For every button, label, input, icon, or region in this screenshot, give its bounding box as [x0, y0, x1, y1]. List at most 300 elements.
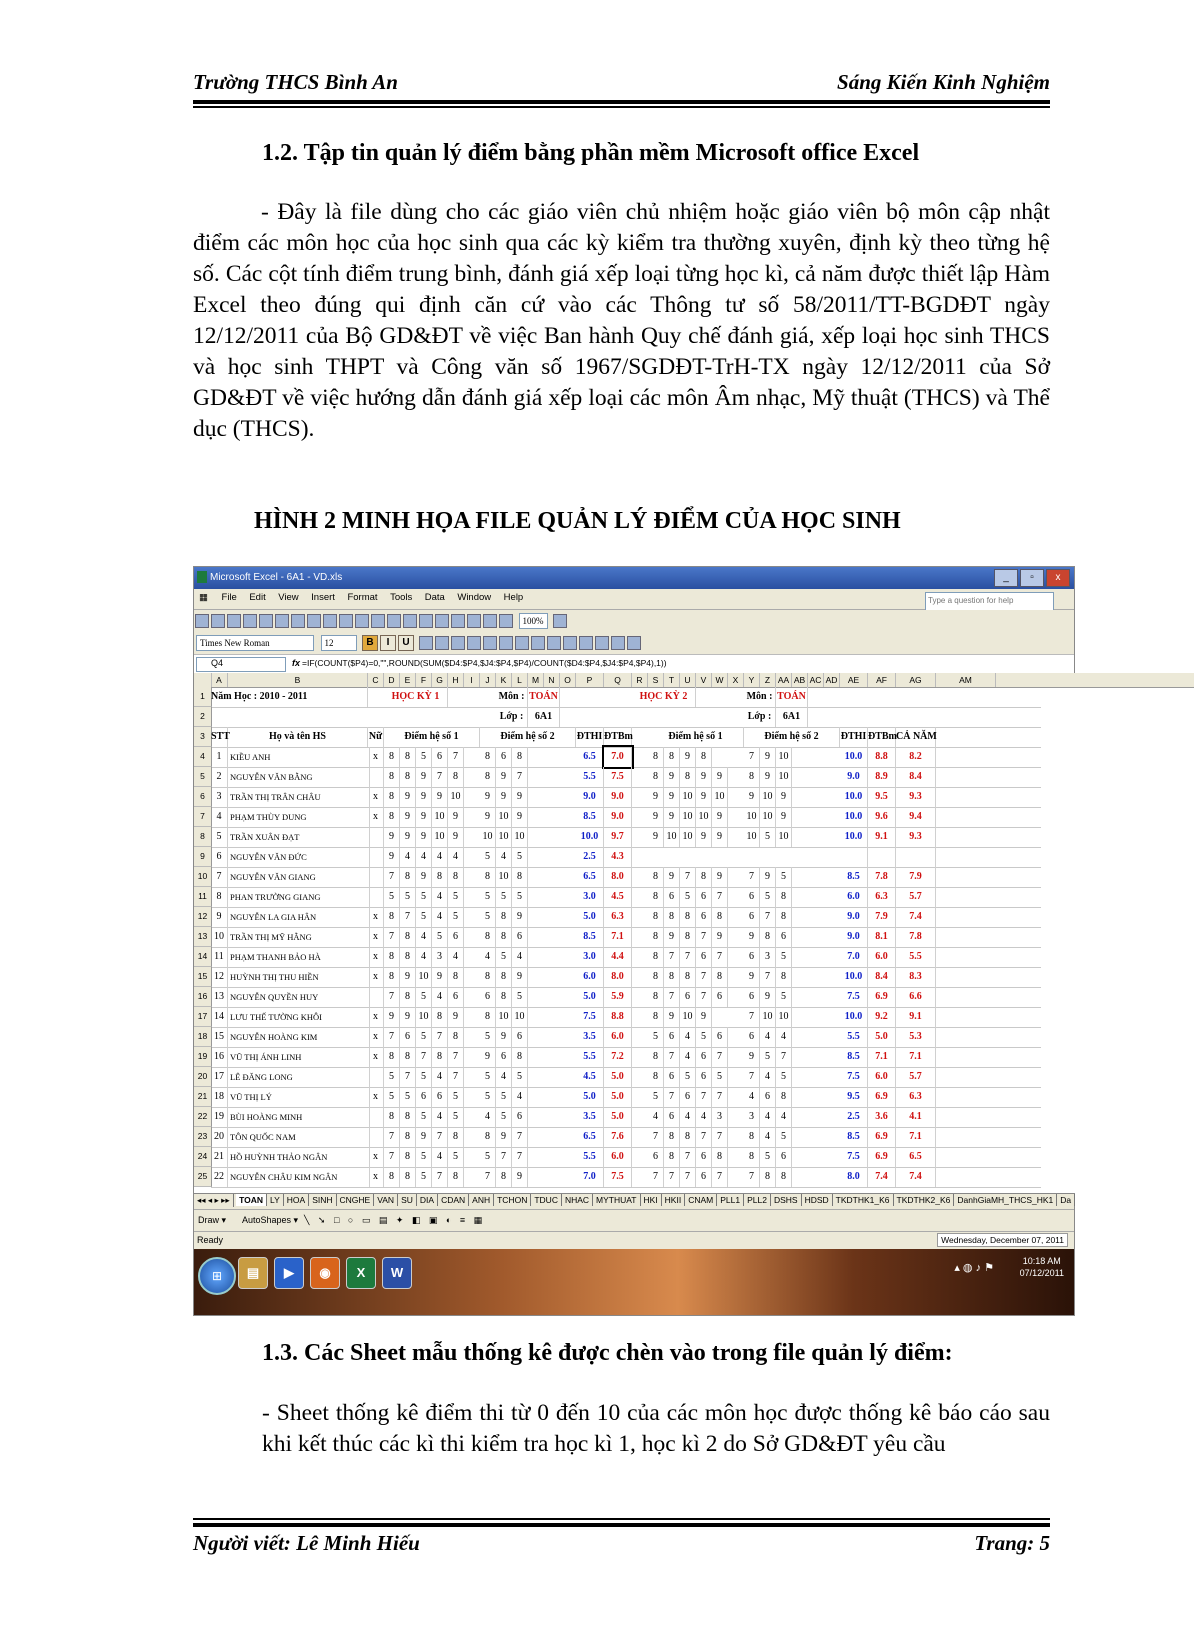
cell-coef1-hk2[interactable]: 8	[680, 767, 696, 787]
cell-coef1-hk2[interactable]: 9	[712, 867, 728, 887]
cell-coef2-hk1[interactable]: 10	[480, 827, 496, 847]
cell-coef1-hk1[interactable]: 5	[384, 887, 400, 907]
menu-format[interactable]: Format	[347, 592, 378, 603]
column-header-b[interactable]: B	[228, 673, 368, 687]
cell-coef1-hk1[interactable]: 8	[400, 867, 416, 887]
cell-coef1-hk1[interactable]: 8	[448, 967, 464, 987]
cell-avg-hk2[interactable]: 6.9	[868, 1087, 896, 1107]
cell-coef2-hk1[interactable]: 9	[512, 807, 528, 827]
cell-coef1-hk2[interactable]: 3	[712, 1107, 728, 1127]
row-header-13[interactable]: 13	[194, 927, 212, 947]
cell-exam-hk1[interactable]: 6.5	[576, 747, 604, 767]
cell-coef1-hk1[interactable]: 4	[448, 847, 464, 867]
column-header-f[interactable]: F	[416, 673, 432, 687]
column-header-e[interactable]: E	[400, 673, 416, 687]
cell-exam-hk1[interactable]: 10.0	[576, 827, 604, 847]
cell-exam-hk2[interactable]: 9.0	[840, 927, 868, 947]
cell-avg-hk2[interactable]: 6.0	[868, 1067, 896, 1087]
cell-coef1-hk1[interactable]: 7	[400, 907, 416, 927]
menu-file[interactable]: File	[221, 592, 237, 603]
row-header-4[interactable]: 4	[194, 747, 212, 767]
cell-coef1-hk1[interactable]: 9	[384, 827, 400, 847]
cell-coef1-hk1[interactable]: 6	[448, 927, 464, 947]
cell-coef1-hk1[interactable]: 10	[448, 787, 464, 807]
cell-coef2-hk2[interactable]: 10	[760, 787, 776, 807]
column-header-r[interactable]: R	[632, 673, 648, 687]
cell-coef1-hk1[interactable]: 8	[400, 767, 416, 787]
cell-coef1-hk2[interactable]: 4	[648, 1107, 664, 1127]
cell-coef1-hk2[interactable]: 7	[664, 947, 680, 967]
cell-avg-hk1[interactable]: 4.4	[604, 947, 632, 967]
semester-2-label[interactable]: HỌC KỲ 2	[632, 687, 696, 707]
cell-coef2-hk1[interactable]: 7	[512, 1127, 528, 1147]
cell-coef1-hk1[interactable]: 9	[432, 787, 448, 807]
cell-coef1-hk1[interactable]: 4	[416, 847, 432, 867]
cell-avg-hk1[interactable]: 5.0	[604, 1087, 632, 1107]
column-header-ag[interactable]: AG	[896, 673, 936, 687]
row-header-11[interactable]: 11	[194, 887, 212, 907]
cell-avg-hk1[interactable]: 9.7	[604, 827, 632, 847]
cell-stt[interactable]: 8	[211, 887, 228, 907]
cell-exam-hk1[interactable]: 8.5	[576, 807, 604, 827]
cell-year-avg[interactable]: 9.3	[896, 827, 936, 847]
row-header-22[interactable]: 22	[194, 1107, 212, 1127]
underline-button[interactable]: U	[398, 635, 414, 651]
cell-coef1-hk2[interactable]: 8	[680, 967, 696, 987]
cell-stt[interactable]: 4	[211, 807, 228, 827]
cell-coef2-hk1[interactable]: 8	[496, 907, 512, 927]
cell-year-avg[interactable]: 8.3	[896, 967, 936, 987]
cell-coef2-hk1[interactable]: 9	[496, 787, 512, 807]
autoshapes-menu[interactable]: AutoShapes ▾	[242, 1215, 299, 1225]
cell-coef2-hk2[interactable]: 10	[760, 807, 776, 827]
cell-coef1-hk1[interactable]: 5	[416, 747, 432, 767]
cell-coef1-hk2[interactable]: 10	[680, 787, 696, 807]
cell-coef1-hk2[interactable]: 9	[664, 867, 680, 887]
cell-coef1-hk2[interactable]: 8	[648, 947, 664, 967]
cell-coef2-hk2[interactable]: 8	[744, 767, 760, 787]
header-coef1-hk2[interactable]: Điểm hệ số 1	[648, 727, 744, 747]
cell-coef2-hk1[interactable]: 9	[512, 907, 528, 927]
cell-avg-hk1[interactable]: 9.0	[604, 787, 632, 807]
cell-coef1-hk1[interactable]: 7	[384, 1027, 400, 1047]
cell-stt[interactable]: 14	[211, 1007, 228, 1027]
row-header-8[interactable]: 8	[194, 827, 212, 847]
cell-coef1-hk1[interactable]: 5	[400, 887, 416, 907]
column-header-q[interactable]: Q	[604, 673, 632, 687]
row-header-25[interactable]: 25	[194, 1167, 212, 1187]
cell-year-avg[interactable]: 5.7	[896, 887, 936, 907]
align-center-icon[interactable]	[435, 636, 449, 650]
cell-student-name[interactable]: LƯU THẾ TƯỜNG KHÔI	[228, 1007, 370, 1027]
cell-coef1-hk1[interactable]: 5	[384, 1087, 400, 1107]
cell-coef1-hk2[interactable]: 8	[664, 907, 680, 927]
subject-label-2[interactable]: Môn :	[744, 687, 776, 707]
menu-help[interactable]: Help	[503, 592, 524, 603]
cell-coef2-hk2[interactable]: 7	[744, 747, 760, 767]
column-header-i[interactable]: I	[464, 673, 480, 687]
cell-coef1-hk2[interactable]: 7	[696, 927, 712, 947]
cell-exam-hk1[interactable]: 8.5	[576, 927, 604, 947]
cell-coef1-hk2[interactable]: 8	[664, 1127, 680, 1147]
cell-exam-hk1[interactable]: 3.0	[576, 947, 604, 967]
cell-stt[interactable]: 2	[211, 767, 228, 787]
cell-coef2-hk2[interactable]: 5	[760, 1147, 776, 1167]
cell-coef1-hk1[interactable]: 6	[416, 1087, 432, 1107]
cell-coef1-hk1[interactable]: 8	[384, 967, 400, 987]
cell-coef2-hk1[interactable]: 6	[512, 1107, 528, 1127]
cell-avg-hk2[interactable]: 5.0	[868, 1027, 896, 1047]
cell-exam-hk2[interactable]: 7.5	[840, 1147, 868, 1167]
sort-ascending-icon[interactable]	[451, 614, 465, 628]
cell-coef2-hk1[interactable]: 8	[512, 867, 528, 887]
cell-coef2-hk2[interactable]: 8	[760, 1167, 776, 1187]
cell-coef1-hk1[interactable]: 7	[432, 1027, 448, 1047]
cell-exam-hk1[interactable]: 5.0	[576, 907, 604, 927]
cell-coef2-hk1[interactable]: 8	[480, 1127, 496, 1147]
cell-coef2-hk2[interactable]: 8	[744, 1127, 760, 1147]
cell-coef2-hk2[interactable]: 10	[744, 827, 760, 847]
cell-coef1-hk2[interactable]: 8	[648, 747, 664, 767]
cell-coef2-hk2[interactable]: 9	[760, 867, 776, 887]
cell-coef2-hk2[interactable]: 8	[776, 1087, 792, 1107]
menu-view[interactable]: View	[278, 592, 299, 603]
cell-exam-hk1[interactable]: 5.5	[576, 1047, 604, 1067]
sheet-tab-cnam[interactable]: CNAM	[685, 1194, 717, 1206]
sheet-tab-van[interactable]: VAN	[374, 1194, 398, 1206]
cell-coef1-hk1[interactable]: 5	[400, 1087, 416, 1107]
cell-coef1-hk2[interactable]: 4	[680, 1027, 696, 1047]
row-header-12[interactable]: 12	[194, 907, 212, 927]
cell-female[interactable]	[368, 767, 384, 787]
restore-button[interactable]: ▫	[1020, 569, 1044, 587]
cell-coef1-hk2[interactable]: 6	[696, 1147, 712, 1167]
cell-year-avg[interactable]	[896, 847, 936, 867]
cell-avg-hk1[interactable]: 7.1	[604, 927, 632, 947]
cell-coef1-hk2[interactable]: 6	[712, 987, 728, 1007]
cell-coef2-hk2[interactable]: 6	[744, 947, 760, 967]
cell-coef2-hk1[interactable]: 7	[496, 1147, 512, 1167]
cell-exam-hk2[interactable]: 8.0	[840, 1167, 868, 1187]
cell-coef1-hk2[interactable]: 4	[680, 1107, 696, 1127]
cell-exam-hk1[interactable]: 3.5	[576, 1027, 604, 1047]
cell-coef1-hk1[interactable]: 4	[432, 1067, 448, 1087]
currency-icon[interactable]	[483, 636, 497, 650]
column-header-ac[interactable]: AC	[808, 673, 824, 687]
open-icon[interactable]	[211, 614, 225, 628]
cell-coef2-hk1[interactable]: 5	[512, 987, 528, 1007]
cell-coef2-hk1[interactable]: 8	[496, 987, 512, 1007]
cell-female[interactable]	[368, 1107, 384, 1127]
cell-coef1-hk1[interactable]: 4	[448, 947, 464, 967]
cell-coef2-hk1[interactable]: 8	[512, 1047, 528, 1067]
cell-year-avg[interactable]: 7.4	[896, 907, 936, 927]
cell-coef1-hk2[interactable]: 9	[664, 927, 680, 947]
header-avg-hk2[interactable]: ĐTBm	[868, 727, 896, 747]
cell-coef1-hk1[interactable]: 8	[384, 907, 400, 927]
hyperlink-icon[interactable]	[419, 614, 433, 628]
column-header-s[interactable]: S	[648, 673, 664, 687]
cell-coef1-hk1[interactable]: 8	[384, 787, 400, 807]
cell-coef1-hk2[interactable]: 8	[712, 967, 728, 987]
sheet-tab-toan[interactable]: TOAN	[236, 1194, 267, 1206]
cell-female[interactable]	[368, 867, 384, 887]
cell-female[interactable]	[368, 987, 384, 1007]
cell-coef2-hk1[interactable]: 5	[496, 1087, 512, 1107]
header-avg-hk1[interactable]: ĐTBm	[604, 727, 632, 747]
cell-coef2-hk1[interactable]: 6	[512, 927, 528, 947]
cell-female[interactable]: x	[368, 1027, 384, 1047]
cell-coef1-hk1[interactable]: 5	[416, 1167, 432, 1187]
cell-coef2-hk1[interactable]: 8	[480, 1007, 496, 1027]
cell-coef1-hk1[interactable]: 8	[400, 747, 416, 767]
cell-coef1-hk1[interactable]: 5	[416, 1147, 432, 1167]
cell-coef1-hk1[interactable]: 7	[432, 1167, 448, 1187]
cell-coef1-hk1[interactable]: 8	[384, 1047, 400, 1067]
cell-coef2-hk2[interactable]: 9	[744, 967, 760, 987]
cell-coef1-hk1[interactable]: 9	[416, 767, 432, 787]
cell-coef1-hk2[interactable]: 8	[648, 1047, 664, 1067]
cell-coef1-hk2[interactable]: 9	[648, 827, 664, 847]
cell-coef1-hk2[interactable]: 8	[648, 987, 664, 1007]
cell-coef2-hk1[interactable]: 6	[496, 1047, 512, 1067]
header-exam-hk1[interactable]: ĐTHI	[576, 727, 604, 747]
column-header-z[interactable]: Z	[760, 673, 776, 687]
cell-coef1-hk2[interactable]: 10	[680, 807, 696, 827]
cell-coef2-hk2[interactable]: 10	[776, 827, 792, 847]
cell-exam-hk2[interactable]	[840, 847, 868, 867]
cell-coef1-hk1[interactable]: 9	[400, 967, 416, 987]
close-button[interactable]: x	[1046, 569, 1070, 587]
cell-coef2-hk1[interactable]: 10	[496, 1007, 512, 1027]
cell-coef1-hk1[interactable]: 6	[448, 987, 464, 1007]
fx-icon[interactable]: fx	[292, 658, 301, 668]
cell-coef1-hk1[interactable]: 9	[400, 827, 416, 847]
column-header-v[interactable]: V	[696, 673, 712, 687]
cell-coef1-hk2[interactable]: 7	[696, 967, 712, 987]
cell-coef2-hk1[interactable]: 5	[480, 1147, 496, 1167]
cell-student-name[interactable]: NGUYỄN CHÂU KIM NGÂN	[228, 1167, 370, 1187]
cell-coef1-hk1[interactable]: 5	[416, 887, 432, 907]
cell-coef2-hk1[interactable]: 4	[512, 947, 528, 967]
cell-female[interactable]	[368, 1127, 384, 1147]
cell-coef1-hk1[interactable]: 9	[400, 1007, 416, 1027]
align-left-icon[interactable]	[419, 636, 433, 650]
cell-female[interactable]	[368, 887, 384, 907]
cell-coef2-hk1[interactable]: 5	[512, 847, 528, 867]
cell-coef2-hk1[interactable]: 9	[512, 1167, 528, 1187]
cell-coef1-hk2[interactable]: 7	[712, 887, 728, 907]
decrease-decimal-icon[interactable]	[547, 636, 561, 650]
row-header-14[interactable]: 14	[194, 947, 212, 967]
cell-coef1-hk1[interactable]: 8	[400, 947, 416, 967]
cell-coef1-hk1[interactable]: 4	[432, 887, 448, 907]
system-tray-icon[interactable]: ▴ ◍ ♪ ⚑	[954, 1262, 994, 1274]
cell-stt[interactable]: 13	[211, 987, 228, 1007]
cell-exam-hk2[interactable]: 2.5	[840, 1107, 868, 1127]
cell-student-name[interactable]: NGUYỄN VĂN ĐỨC	[228, 847, 370, 867]
cell-coef1-hk2[interactable]: 4	[680, 1047, 696, 1067]
undo-icon[interactable]	[387, 614, 401, 628]
cell-exam-hk2[interactable]: 10.0	[840, 967, 868, 987]
sheet-tab-cdan[interactable]: CDAN	[438, 1194, 469, 1206]
cell-coef1-hk2[interactable]: 8	[664, 1147, 680, 1167]
cell-coef1-hk1[interactable]: 5	[448, 907, 464, 927]
cell-stt[interactable]: 5	[211, 827, 228, 847]
cell-coef1-hk1[interactable]: 9	[416, 867, 432, 887]
cell-coef1-hk1[interactable]: 8	[400, 1167, 416, 1187]
column-header-ab[interactable]: AB	[792, 673, 808, 687]
cell-year-avg[interactable]: 6.6	[896, 987, 936, 1007]
cell-coef1-hk1[interactable]: 5	[416, 1067, 432, 1087]
cell-stt[interactable]: 12	[211, 967, 228, 987]
cell-coef2-hk2[interactable]: 9	[760, 747, 776, 767]
row-header-9[interactable]: 9	[194, 847, 212, 867]
word-taskbar-icon[interactable]: W	[382, 1257, 412, 1289]
cell-coef2-hk2[interactable]: 9	[776, 807, 792, 827]
column-header-ae[interactable]: AE	[840, 673, 868, 687]
cell-exam-hk2[interactable]: 10.0	[840, 807, 868, 827]
help-search-input[interactable]: Type a question for help	[925, 592, 1054, 613]
header-year[interactable]: CẢ NĂM	[896, 727, 936, 747]
cell-coef2-hk2[interactable]: 7	[744, 1067, 760, 1087]
cell-coef2-hk1[interactable]: 8	[496, 927, 512, 947]
cell-exam-hk1[interactable]: 5.5	[576, 1147, 604, 1167]
cell-coef1-hk2[interactable]: 9	[696, 787, 712, 807]
font-color-icon[interactable]	[627, 636, 641, 650]
cell-coef2-hk2[interactable]: 9	[744, 927, 760, 947]
cell-coef1-hk1[interactable]: 4	[400, 847, 416, 867]
cell-coef2-hk1[interactable]: 4	[496, 847, 512, 867]
spelling-icon[interactable]	[291, 614, 305, 628]
sheet-tab-da[interactable]: Da	[1057, 1194, 1075, 1206]
sheet-tab-cnghe[interactable]: CNGHE	[337, 1194, 375, 1206]
cell-coef1-hk1[interactable]: 9	[400, 787, 416, 807]
cell-year-avg[interactable]: 7.8	[896, 927, 936, 947]
new-icon[interactable]	[195, 614, 209, 628]
firefox-icon[interactable]: ◉	[310, 1257, 340, 1289]
cell-coef1-hk1[interactable]: 4	[432, 1147, 448, 1167]
cell-coef1-hk2[interactable]: 9	[648, 807, 664, 827]
cell-coef1-hk2[interactable]: 9	[696, 1007, 712, 1027]
cell-coef1-hk2[interactable]: 7	[664, 987, 680, 1007]
cell-coef1-hk2[interactable]: 7	[664, 1087, 680, 1107]
cell-coef1-hk1[interactable]: 8	[400, 927, 416, 947]
cell-exam-hk1[interactable]: 7.0	[576, 1167, 604, 1187]
cell-coef2-hk1[interactable]: 8	[496, 1167, 512, 1187]
cell-coef1-hk2[interactable]: 9	[696, 767, 712, 787]
class-value-2[interactable]: 6A1	[776, 707, 808, 727]
menu-tools[interactable]: Tools	[390, 592, 413, 603]
cell-coef1-hk2[interactable]: 6	[696, 947, 712, 967]
cell-coef1-hk1[interactable]: 8	[432, 1007, 448, 1027]
class-value-1[interactable]: 6A1	[528, 707, 560, 727]
class-label-1[interactable]: Lớp :	[496, 707, 528, 727]
column-header-af[interactable]: AF	[868, 673, 896, 687]
cell-coef2-hk2[interactable]: 6	[776, 927, 792, 947]
select-all-corner[interactable]	[194, 673, 212, 687]
column-header-w[interactable]: W	[712, 673, 728, 687]
cell-coef1-hk2[interactable]: 6	[680, 987, 696, 1007]
cell-coef1-hk1[interactable]: 8	[400, 1127, 416, 1147]
cell-coef1-hk1[interactable]: 4	[432, 847, 448, 867]
cell-coef1-hk1[interactable]: 7	[448, 1067, 464, 1087]
cell-student-name[interactable]: TRẦN THỊ TRÂN CHÂU	[228, 787, 370, 807]
cell-coef1-hk1[interactable]: 8	[400, 1147, 416, 1167]
cell-coef1-hk1[interactable]: 8	[384, 807, 400, 827]
cell-coef1-hk2[interactable]: 6	[696, 1067, 712, 1087]
cell-coef1-hk2[interactable]: 7	[680, 1167, 696, 1187]
sheet-tab-danhgiamh_thcs_hk1[interactable]: DanhGiaMH_THCS_HK1	[954, 1194, 1057, 1206]
cell-coef1-hk2[interactable]: 10	[712, 787, 728, 807]
cell-coef2-hk1[interactable]: 4	[512, 1087, 528, 1107]
cell-coef2-hk2[interactable]: 6	[744, 987, 760, 1007]
cell-coef2-hk2[interactable]: 5	[776, 867, 792, 887]
cell-coef2-hk2[interactable]: 10	[776, 1007, 792, 1027]
cell-avg-hk2[interactable]: 9.1	[868, 827, 896, 847]
cell-coef2-hk2[interactable]: 7	[744, 1167, 760, 1187]
cell-coef1-hk2[interactable]: 9	[648, 787, 664, 807]
cell-exam-hk2[interactable]: 7.5	[840, 1067, 868, 1087]
cell-coef1-hk1[interactable]: 9	[432, 967, 448, 987]
zoom-select[interactable]: 100%	[519, 613, 548, 629]
cell-coef2-hk2[interactable]: 5	[776, 1127, 792, 1147]
cell-coef1-hk2[interactable]: 6	[696, 907, 712, 927]
cell-coef1-hk2[interactable]: 8	[648, 1007, 664, 1027]
cell-coef1-hk2[interactable]: 5	[680, 1067, 696, 1087]
increase-indent-icon[interactable]	[579, 636, 593, 650]
cell-coef1-hk1[interactable]: 7	[384, 927, 400, 947]
row-header-20[interactable]: 20	[194, 1067, 212, 1087]
cell-coef1-hk2[interactable]: 9	[664, 787, 680, 807]
cell-coef2-hk1[interactable]: 9	[512, 967, 528, 987]
cell-exam-hk1[interactable]: 5.0	[576, 1087, 604, 1107]
cell-avg-hk2[interactable]: 8.9	[868, 767, 896, 787]
cell-coef2-hk2[interactable]: 8	[744, 1147, 760, 1167]
row-header-7[interactable]: 7	[194, 807, 212, 827]
cell-stt[interactable]: 7	[211, 867, 228, 887]
cell-student-name[interactable]: VŨ THỊ ÁNH LINH	[228, 1047, 370, 1067]
cell-coef1-hk2[interactable]: 10	[680, 1007, 696, 1027]
cell-coef1-hk1[interactable]: 5	[432, 927, 448, 947]
cell-student-name[interactable]: BÙI HOÀNG MINH	[228, 1107, 370, 1127]
cell-coef2-hk2[interactable]: 7	[760, 967, 776, 987]
cell-stt[interactable]: 19	[211, 1107, 228, 1127]
header-coef2-hk1[interactable]: Điểm hệ số 2	[480, 727, 576, 747]
menu-data[interactable]: Data	[424, 592, 445, 603]
cell-stt[interactable]: 15	[211, 1027, 228, 1047]
cell-coef1-hk1[interactable]: 8	[400, 1107, 416, 1127]
cell-coef1-hk2[interactable]: 6	[664, 887, 680, 907]
cell-student-name[interactable]: PHAN TRƯỜNG GIANG	[228, 887, 370, 907]
cell-coef1-hk1[interactable]: 7	[384, 1147, 400, 1167]
cell-coef1-hk2[interactable]: 7	[712, 1167, 728, 1187]
cell-coef1-hk2[interactable]: 9	[664, 807, 680, 827]
subject-value-1[interactable]: TOÁN	[528, 687, 560, 707]
cell-exam-hk1[interactable]: 3.5	[576, 1107, 604, 1127]
cell-coef1-hk2[interactable]: 5	[648, 1087, 664, 1107]
cell-female[interactable]: x	[368, 967, 384, 987]
cell-coef2-hk2[interactable]: 4	[760, 1107, 776, 1127]
cell-coef1-hk2[interactable]: 8	[648, 887, 664, 907]
cell-coef1-hk1[interactable]: 9	[384, 847, 400, 867]
cell-coef1-hk2[interactable]: 8	[680, 907, 696, 927]
cell-coef2-hk1[interactable]: 10	[496, 867, 512, 887]
cell-coef2-hk1[interactable]: 8	[480, 927, 496, 947]
cell-coef1-hk2[interactable]: 6	[648, 1147, 664, 1167]
cell-coef1-hk2[interactable]: 7	[712, 1047, 728, 1067]
italic-button[interactable]: I	[380, 635, 396, 651]
